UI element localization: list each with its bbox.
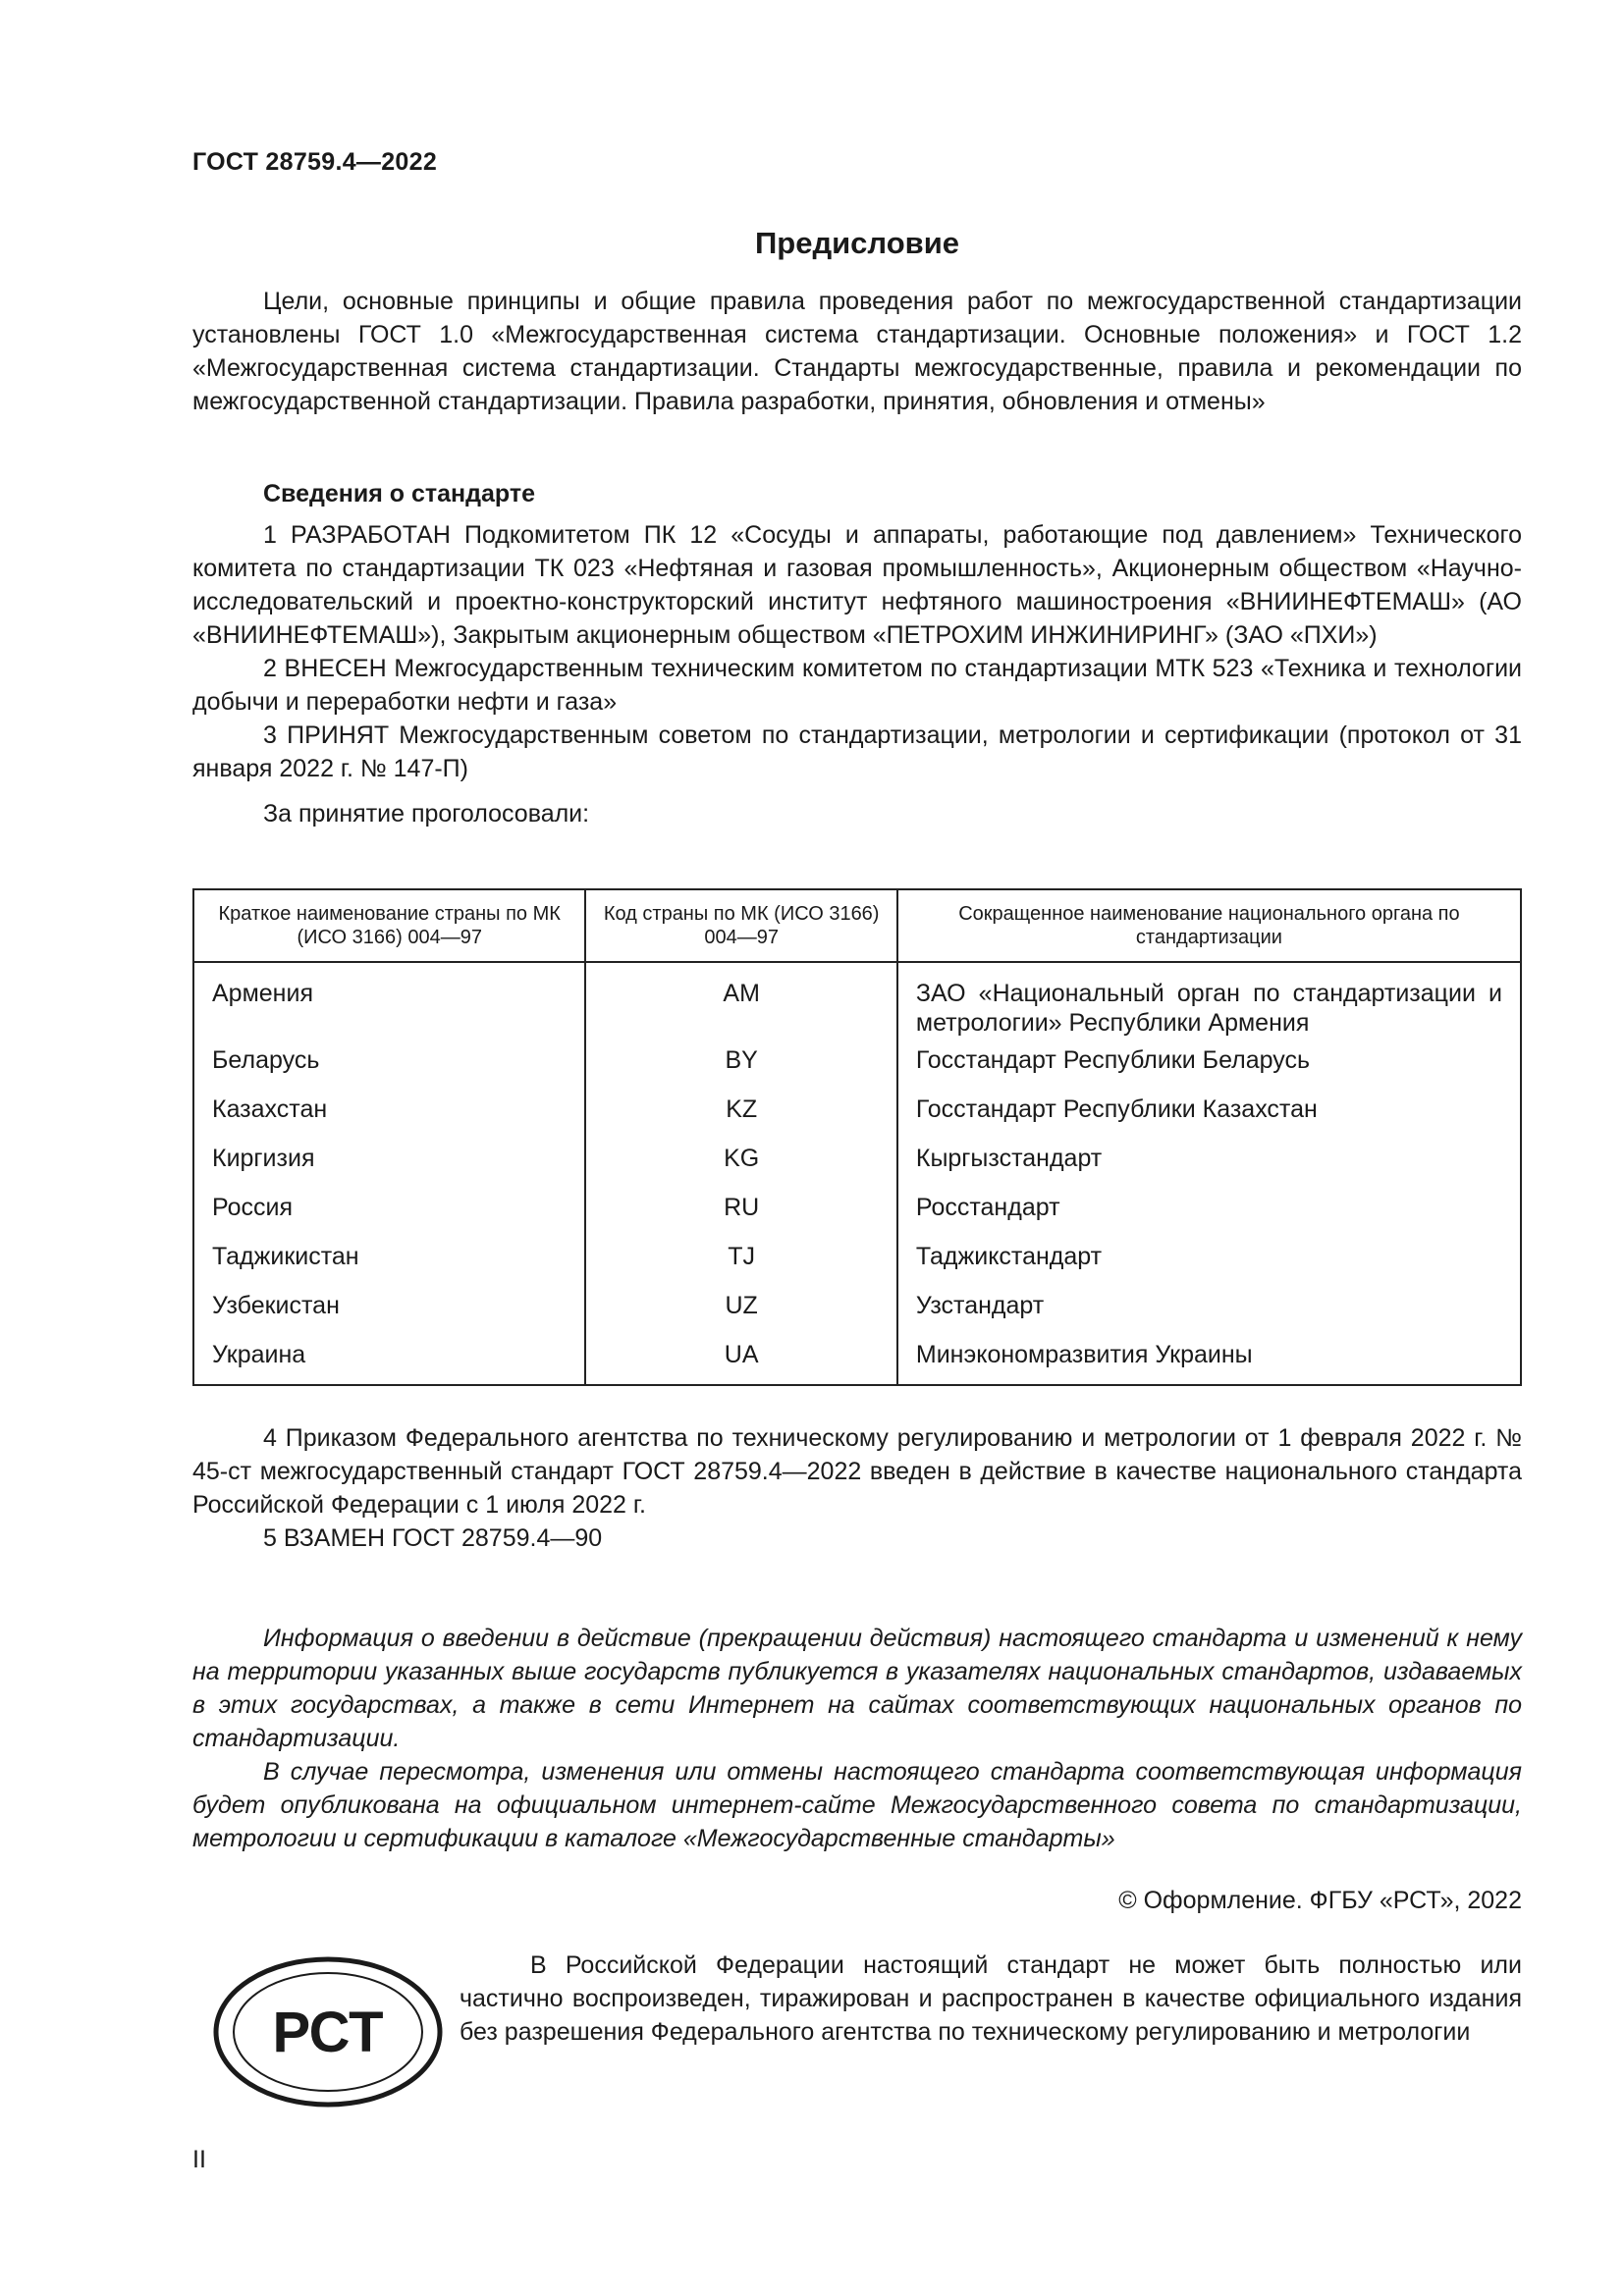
org-cell: Госстандарт Республики Беларусь — [897, 1041, 1521, 1091]
code-cell: KZ — [585, 1091, 896, 1140]
org-cell: Кыргызстандарт — [897, 1140, 1521, 1189]
italic-note-2: В случае пересмотра, изменения или отмены настоящего стандарта соответствующая информация будет опубликована на официальном интернет-сайте Межгосударственного совета по стандартизации, метрологии и сертификации в каталоге «Межгосударственные стандарты» — [192, 1758, 1522, 1852]
country-cell: Беларусь — [193, 1041, 585, 1091]
copyright-text: © Оформление. ФГБУ «РСТ», 2022 — [1118, 1887, 1522, 1914]
org-cell: Таджикстандарт — [897, 1238, 1521, 1287]
country-cell: Киргизия — [193, 1140, 585, 1189]
voting-table — [192, 888, 1522, 1386]
info-item-3: 3 ПРИНЯТ Межгосударственным советом по стандартизации, метрологии и сертификации (протокол от 31 января 2022 г. № 147-П) — [192, 721, 1522, 782]
table-row — [193, 1238, 1521, 1287]
info-item-1: 1 РАЗРАБОТАН Подкомитетом ПК 12 «Сосуды и аппараты, работающие под давлением» Технического комитета по стандартизации ТК 023 «Нефтяная и газовая промышленность», Акционерным обществом «Научно-исследовательский и проектно-конструкторский институт нефтяного машиностроения «ВНИИНЕФТЕМАШ» (АО «ВНИИНЕФТЕМАШ»), Закрытым акционерным обществом «ПЕТРОХИМ ИНЖИНИРИНГ» (ЗАО «ПХИ») — [192, 521, 1522, 649]
document-code: ГОСТ 28759.4—2022 — [192, 148, 438, 176]
country-cell: Россия — [193, 1189, 585, 1238]
table-row — [193, 1140, 1521, 1189]
code-cell: BY — [585, 1041, 896, 1091]
code-cell: UA — [585, 1336, 896, 1385]
table-row — [193, 1189, 1521, 1238]
country-cell: Казахстан — [193, 1091, 585, 1140]
page-number: II — [192, 2146, 206, 2173]
after-table-block — [192, 1421, 1522, 1555]
table-row — [193, 962, 1521, 1041]
standard-info-block — [192, 477, 1522, 830]
code-cell: TJ — [585, 1238, 896, 1287]
org-cell: Узстандарт — [897, 1287, 1521, 1336]
table-row — [193, 1287, 1521, 1336]
vote-intro: За принятие проголосовали: — [263, 800, 590, 828]
info-item-5: 5 ВЗАМЕН ГОСТ 28759.4—90 — [263, 1524, 603, 1552]
country-cell: Армения — [193, 962, 585, 1041]
notice-paragraph: В Российской Федерации настоящий стандарт не может быть полностью или частично воспроизведен, тиражирован и распространен в качестве официального издания без разрешения Федерального агентства по техническому регулированию и метрологии — [460, 1951, 1522, 2046]
code-cell: KG — [585, 1140, 896, 1189]
table-row — [193, 1336, 1521, 1385]
country-cell: Узбекистан — [193, 1287, 585, 1336]
org-cell: Росстандарт — [897, 1189, 1521, 1238]
italic-note-1: Информация о введении в действие (прекращении действия) настоящего стандарта и изменений к нему на территории указанных выше государств публикуется в указателях национальных стандартов, издаваемых в этих государствах, а также в сети Интернет на сайтах соответствующих национальных органов по стандартизации. — [192, 1625, 1522, 1752]
code-cell: RU — [585, 1189, 896, 1238]
country-cell: Украина — [193, 1336, 585, 1385]
intro-block — [192, 285, 1522, 418]
rst-logo-icon — [210, 1953, 446, 2110]
logo-lettering: РСТ — [272, 2001, 384, 2064]
copyright-notice — [460, 1949, 1522, 2049]
org-cell: ЗАО «Национальный орган по стандартизации и метрологии» Республики Армения — [897, 962, 1521, 1041]
info-item-4: 4 Приказом Федерального агентства по техническому регулированию и метрологии от 1 февраля 2022 г. № 45-ст межгосударственный стандарт ГОСТ 28759.4—2022 введен в действие в качестве национального стандарта Российской Федерации с 1 июля 2022 г. — [192, 1424, 1522, 1519]
table-row — [193, 1091, 1521, 1140]
country-cell: Таджикистан — [193, 1238, 585, 1287]
italic-notes-block — [192, 1622, 1522, 1855]
table-row — [193, 1041, 1521, 1091]
standard-info-heading: Сведения о стандарте — [263, 480, 536, 507]
page-title: Предисловие — [754, 226, 959, 260]
intro-paragraph: Цели, основные принципы и общие правила проведения работ по межгосударственной стандартизации установлены ГОСТ 1.0 «Межгосударственная система стандартизации. Основные положения» и ГОСТ 1.2 «Межгосударственная система стандартизации. Стандарты межгосударственные, правила и рекомендации по межгосударственной стандартизации. Правила разработки, принятия, обновления и отмены» — [192, 288, 1522, 415]
org-cell: Минэкономразвития Украины — [897, 1336, 1521, 1385]
header-org: Сокращенное наименование национального органа по стандартизации — [897, 889, 1521, 962]
table-header-row — [193, 889, 1521, 962]
org-cell: Госстандарт Республики Казахстан — [897, 1091, 1521, 1140]
code-cell: UZ — [585, 1287, 896, 1336]
info-item-2: 2 ВНЕСЕН Межгосударственным техническим комитетом по стандартизации МТК 523 «Техника и технологии добычи и переработки нефти и газа» — [192, 655, 1522, 716]
header-code: Код страны по МК (ИСО 3166) 004—97 — [585, 889, 896, 962]
code-cell: AM — [585, 962, 896, 1041]
header-country: Краткое наименование страны по МК (ИСО 3166) 004—97 — [193, 889, 585, 962]
